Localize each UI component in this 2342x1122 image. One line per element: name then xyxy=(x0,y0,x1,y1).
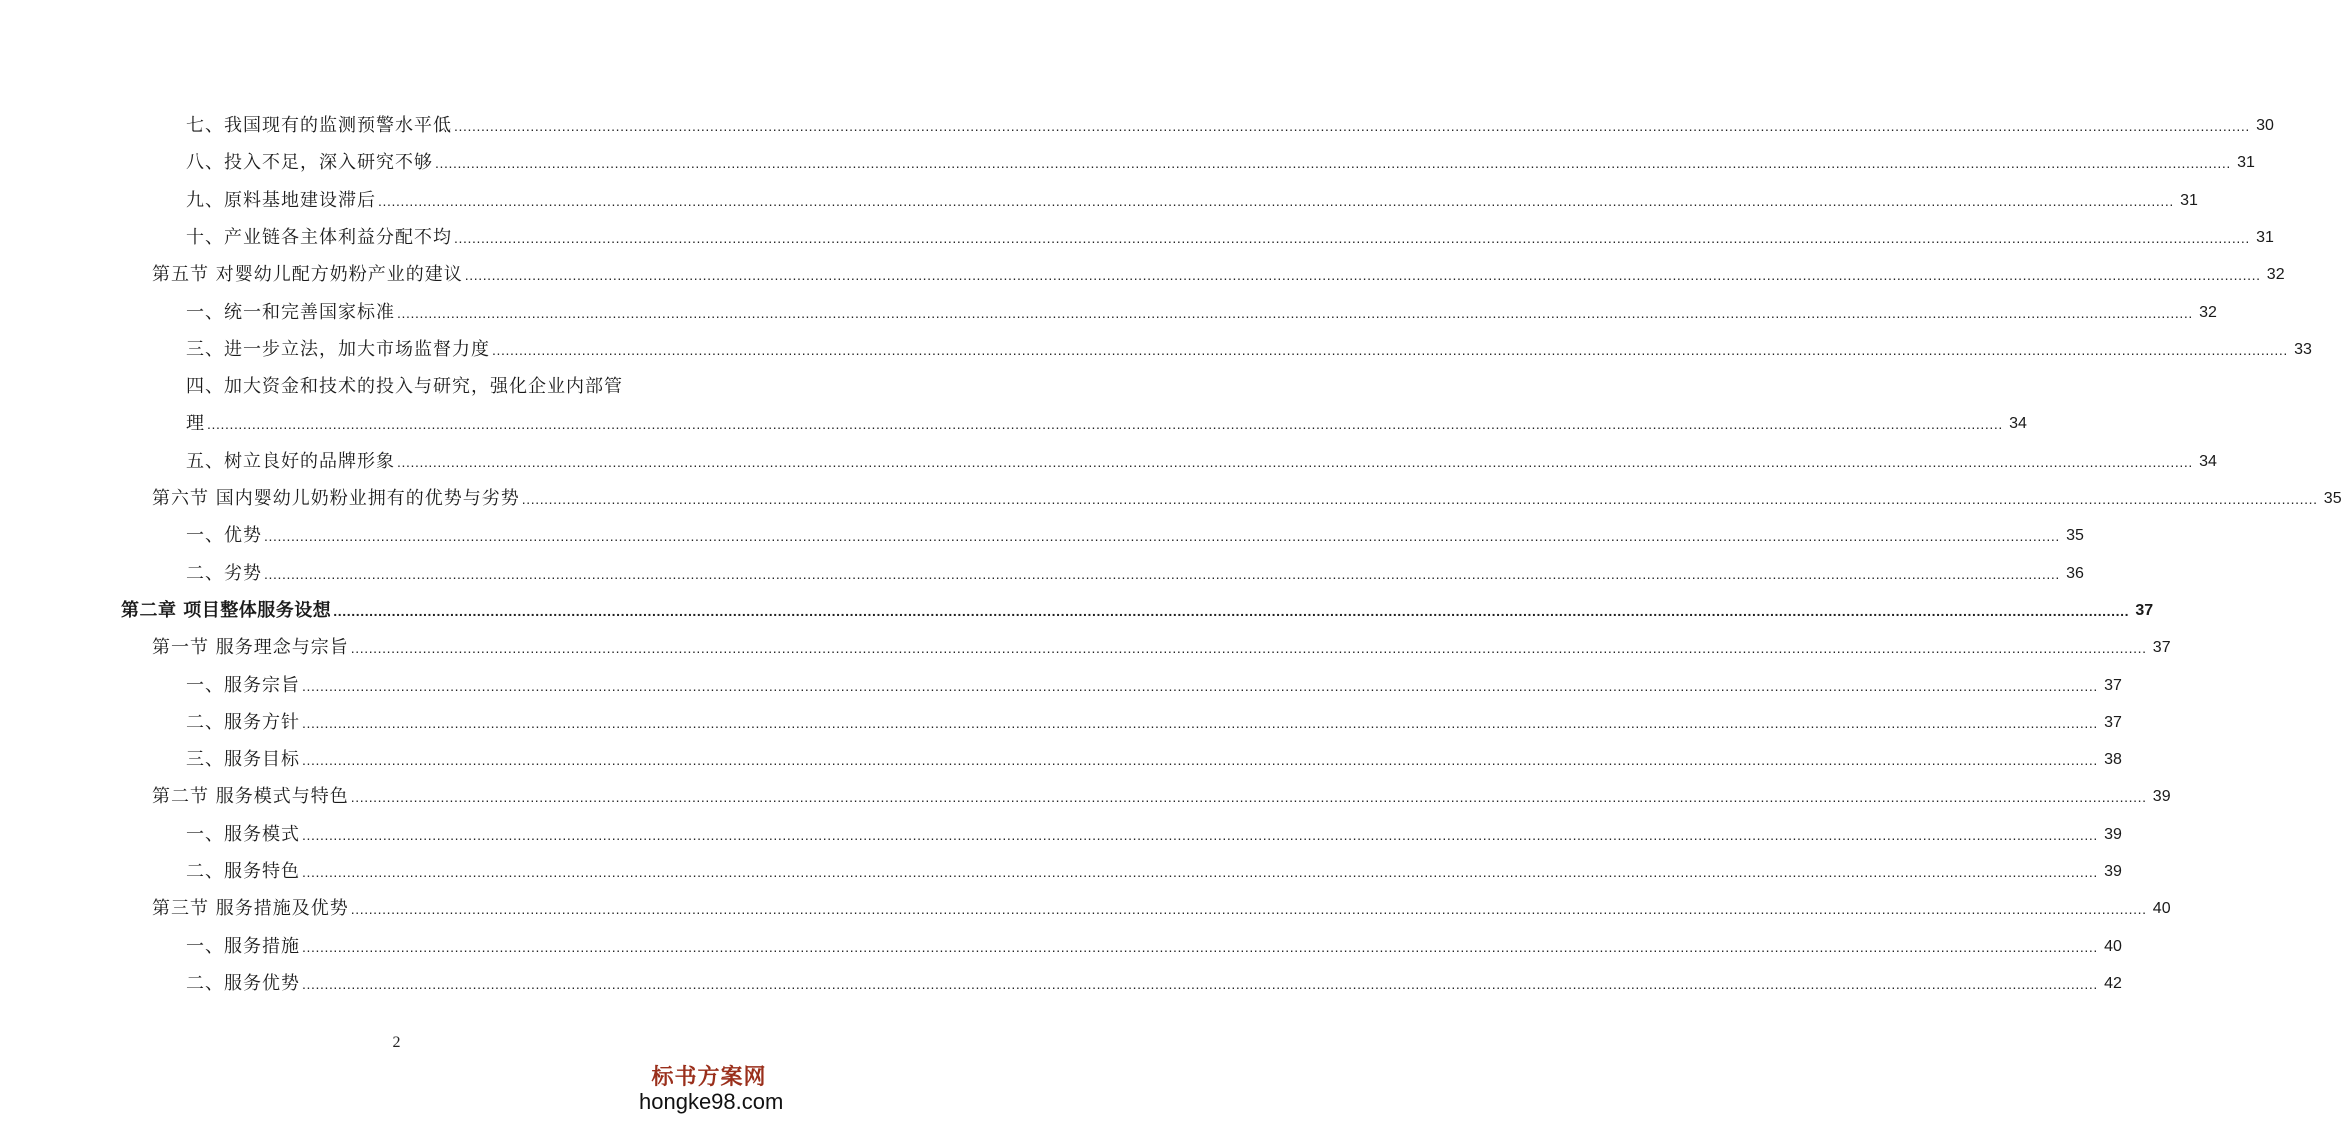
toc-entry-page: 39 xyxy=(2152,788,2171,806)
watermark xyxy=(639,1064,784,1114)
toc-entry-label: 七、我国现有的监测预警水平低 xyxy=(186,115,452,136)
toc-entry-page: 39 xyxy=(2104,863,2122,880)
toc-entry-page: 32 xyxy=(2199,303,2217,321)
toc-leader-dots: ................................................................................................................................................................................................................................................................................................................................................................................................................ xyxy=(302,677,2098,694)
toc-entry[interactable] xyxy=(186,398,2027,435)
toc-entry[interactable] xyxy=(186,361,672,398)
toc-entry-page: 40 xyxy=(2152,900,2171,918)
toc-entry-page: 30 xyxy=(2256,117,2274,134)
toc-entry-page: 39 xyxy=(2104,825,2122,843)
toc-entry-label: 第一节 服务理念与宗旨 xyxy=(152,637,349,659)
toc-entry-label: 一、统一和完善国家标准 xyxy=(186,301,395,323)
toc-entry[interactable] xyxy=(121,585,2154,622)
toc-leader-dots: ................................................................................................................................................................................................................................................................................................................................................................................................................ xyxy=(302,938,2098,955)
watermark-url: hongke98.com xyxy=(639,1089,784,1114)
toc-leader-dots: ................................................................................................................................................................................................................................................................................................................................................................................................................ xyxy=(302,975,2098,992)
toc-entry[interactable] xyxy=(186,548,2084,585)
toc-entry-page: 36 xyxy=(2066,564,2084,582)
toc-entry-label: 九、原料基地建设滞后 xyxy=(186,189,376,211)
toc-leader-dots: ................................................................................................................................................................................................................................................................................................................................................................................................................ xyxy=(454,229,2250,246)
toc-entry[interactable] xyxy=(152,249,2285,286)
toc-entry-page: 40 xyxy=(2104,937,2122,955)
toc-leader-dots: ................................................................................................................................................................................................................................................................................................................................................................................................................ xyxy=(302,826,2098,843)
toc-entry[interactable] xyxy=(152,473,2342,510)
toc-leader-dots: ................................................................................................................................................................................................................................................................................................................................................................................................................ xyxy=(350,789,2147,806)
toc-entry[interactable] xyxy=(152,622,2171,659)
toc-leader-dots: ................................................................................................................................................................................................................................................................................................................................................................................................................ xyxy=(350,901,2147,918)
toc-entry-page: 35 xyxy=(2323,490,2342,507)
toc-entry-page: 37 xyxy=(2104,713,2122,731)
toc-entry-label: 理 xyxy=(186,413,205,435)
toc-entry-label: 三、进一步立法，加大市场监督力度 xyxy=(186,338,490,360)
toc-entry-label: 一、服务措施 xyxy=(186,935,300,957)
toc-entry-label: 一、优势 xyxy=(186,525,262,547)
toc-entry-label: 三、服务目标 xyxy=(186,749,300,771)
toc-leader-dots: ................................................................................................................................................................................................................................................................................................................................................................................................................ xyxy=(302,752,2098,769)
toc-entry-label: 第二节 服务模式与特色 xyxy=(152,786,349,808)
toc-entry-page: 35 xyxy=(2066,527,2084,545)
toc-entry-page: 34 xyxy=(2199,452,2217,470)
toc-leader-dots: ................................................................................................................................................................................................................................................................................................................................................................................................................ xyxy=(302,714,2098,731)
toc-leader-dots: ................................................................................................................................................................................................................................................................................................................................................................................................................ xyxy=(435,155,2231,172)
toc-entry[interactable] xyxy=(186,100,2274,137)
toc-entry-label: 一、服务宗旨 xyxy=(186,674,300,696)
toc-entry-label: 二、服务方针 xyxy=(186,711,300,733)
toc-entry[interactable] xyxy=(186,697,2122,734)
toc-leader-dots: ................................................................................................................................................................................................................................................................................................................................................................................................................ xyxy=(264,565,2060,582)
toc-leader-dots: ................................................................................................................................................................................................................................................................................................................................................................................................................ xyxy=(207,416,2003,433)
toc-entry-page: 32 xyxy=(2266,266,2285,284)
toc-entry-label: 第六节 国内婴幼儿奶粉业拥有的优势与劣势 xyxy=(152,488,520,509)
toc-entry-label: 二、劣势 xyxy=(186,562,262,584)
toc-leader-dots: ................................................................................................................................................................................................................................................................................................................................................................................................................ xyxy=(492,341,2288,358)
toc-entry[interactable] xyxy=(186,137,2255,174)
toc-entry-page: 34 xyxy=(2009,415,2027,433)
toc-entry[interactable] xyxy=(186,734,2122,771)
toc-entry[interactable] xyxy=(186,175,2198,212)
toc-leader-dots: ................................................................................................................................................................................................................................................................................................................................................................................................................ xyxy=(378,192,2174,209)
toc-leader-dots: ................................................................................................................................................................................................................................................................................................................................................................................................................ xyxy=(464,267,2261,284)
toc-leader-dots: ................................................................................................................................................................................................................................................................................................................................................................................................................ xyxy=(521,491,2318,507)
toc-entry[interactable] xyxy=(186,921,2122,958)
toc-entry[interactable] xyxy=(186,436,2217,473)
toc-leader-dots: ................................................................................................................................................................................................................................................................................................................................................................................................................ xyxy=(350,640,2147,657)
toc-leader-dots: ................................................................................................................................................................................................................................................................................................................................................................................................................ xyxy=(333,602,2130,619)
toc-leader-dots: ................................................................................................................................................................................................................................................................................................................................................................................................................ xyxy=(397,453,2193,470)
toc-entry-page: 42 xyxy=(2104,974,2122,992)
toc-entry[interactable] xyxy=(152,771,2171,808)
toc-entry-label: 二、服务优势 xyxy=(186,972,300,994)
toc-entry[interactable] xyxy=(186,510,2084,547)
toc-entry-label: 第三节 服务措施及优势 xyxy=(152,898,349,920)
toc-entry-label: 第五节 对婴幼儿配方奶粉产业的建议 xyxy=(152,264,463,286)
toc-entry-page: 37 xyxy=(2152,639,2171,657)
watermark-title: 标书方案网 xyxy=(651,1064,767,1090)
toc-entry-page: 37 xyxy=(2135,601,2154,619)
toc-entry-page: 33 xyxy=(2294,340,2312,358)
toc-entry-page: 38 xyxy=(2104,751,2122,769)
toc-entry-page: 37 xyxy=(2104,676,2122,694)
toc-entry[interactable] xyxy=(186,212,2274,249)
toc-entry-page: 31 xyxy=(2256,228,2274,246)
toc-entry-label: 五、树立良好的品牌形象 xyxy=(186,450,395,472)
toc-entry-page: 31 xyxy=(2180,191,2198,209)
toc-entry-label: 第二章 项目整体服务设想 xyxy=(121,599,332,621)
toc-entry-page: 31 xyxy=(2237,154,2255,172)
toc-leader-dots: ................................................................................................................................................................................................................................................................................................................................................................................................................ xyxy=(264,528,2060,545)
toc-entry-label: 八、投入不足，深入研究不够 xyxy=(186,152,433,174)
toc-entry[interactable] xyxy=(186,846,2122,883)
page-number: 2 xyxy=(392,1034,401,1051)
toc-leader-dots: ................................................................................................................................................................................................................................................................................................................................................................................................................ xyxy=(397,304,2193,321)
toc-entry[interactable] xyxy=(186,958,2122,995)
toc-leader-dots: ................................................................................................................................................................................................................................................................................................................................................................................................................ xyxy=(454,118,2250,134)
toc-entry[interactable] xyxy=(186,660,2122,697)
toc-entry[interactable] xyxy=(152,883,2171,920)
toc-entry-label: 四、加大资金和技术的投入与研究，强化企业内部管 xyxy=(186,376,623,398)
toc-entry[interactable] xyxy=(186,809,2122,846)
toc-entry[interactable] xyxy=(186,287,2217,324)
toc-entry-label: 二、服务特色 xyxy=(186,861,300,882)
toc-leader-dots: ................................................................................................................................................................................................................................................................................................................................................................................................................ xyxy=(302,864,2098,880)
toc-entry-label: 一、服务模式 xyxy=(186,823,300,845)
toc-entry[interactable] xyxy=(186,324,2312,361)
toc-entry-label: 十、产业链各主体利益分配不均 xyxy=(186,226,452,248)
